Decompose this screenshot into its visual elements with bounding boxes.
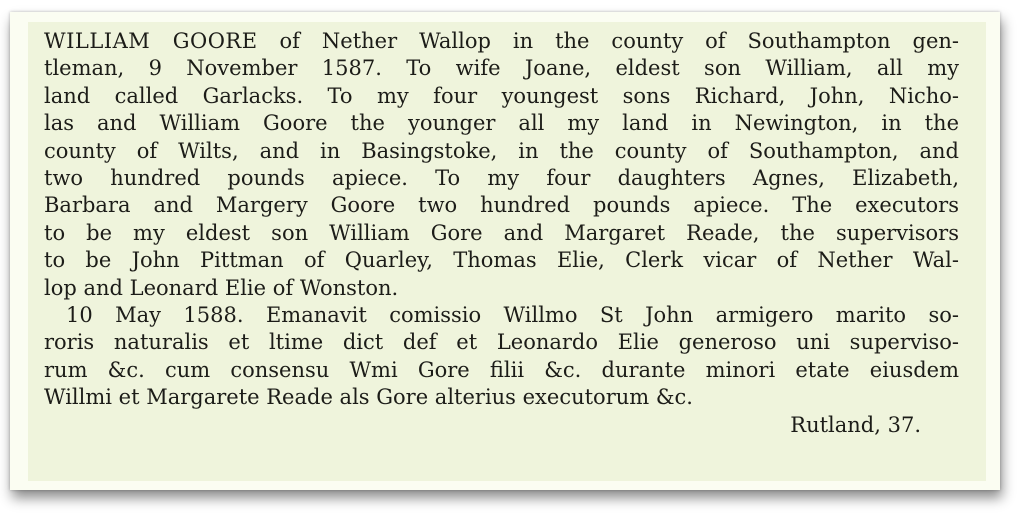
text-line: Barbara and Margery Goore two hundred pounds apiece. The executors: [44, 193, 959, 218]
text-line-content: of Nether Wallop in the county of Southampton gen-: [257, 29, 959, 53]
text-line: roris naturalis et ltime dict def et Leonardo Elie generoso uni superviso-: [44, 330, 959, 355]
text-line: las and William Goore the younger all my land in Newington, in the: [44, 111, 959, 136]
testator-name: WILLIAM GOORE: [44, 29, 258, 53]
source-reference: Rutland, 37.: [790, 412, 921, 437]
text-line: county of Wilts, and in Basingstoke, in the county of Southampton, and: [44, 138, 959, 163]
text-line: rum &c. cum consensu Wmi Gore filii &c. durante minori etate eiusdem: [44, 357, 959, 382]
document-text: [44, 28, 959, 439]
text-line: to be my eldest son William Gore and Margaret Reade, the supervisors: [44, 220, 959, 245]
text-line: [44, 28, 959, 55]
text-line: two hundred pounds apiece. To my four daughters Agnes, Elizabeth,: [44, 166, 959, 191]
text-line: 10 May 1588. Emanavit comissio Willmo St John armigero marito so-: [66, 303, 959, 328]
text-line: lop and Leonard Elie of Wonston.: [44, 275, 399, 300]
text-line: land called Garlacks. To my four youngest sons Richard, John, Nicho-: [44, 83, 959, 108]
text-line: to be John Pittman of Quarley, Thomas Elie, Clerk vicar of Nether Wal-: [44, 248, 959, 273]
text-line: Willmi et Margarete Reade als Gore alterius executorum &c.: [44, 385, 693, 410]
text-line: tleman, 9 November 1587. To wife Joane, eldest son William, all my: [44, 56, 959, 81]
